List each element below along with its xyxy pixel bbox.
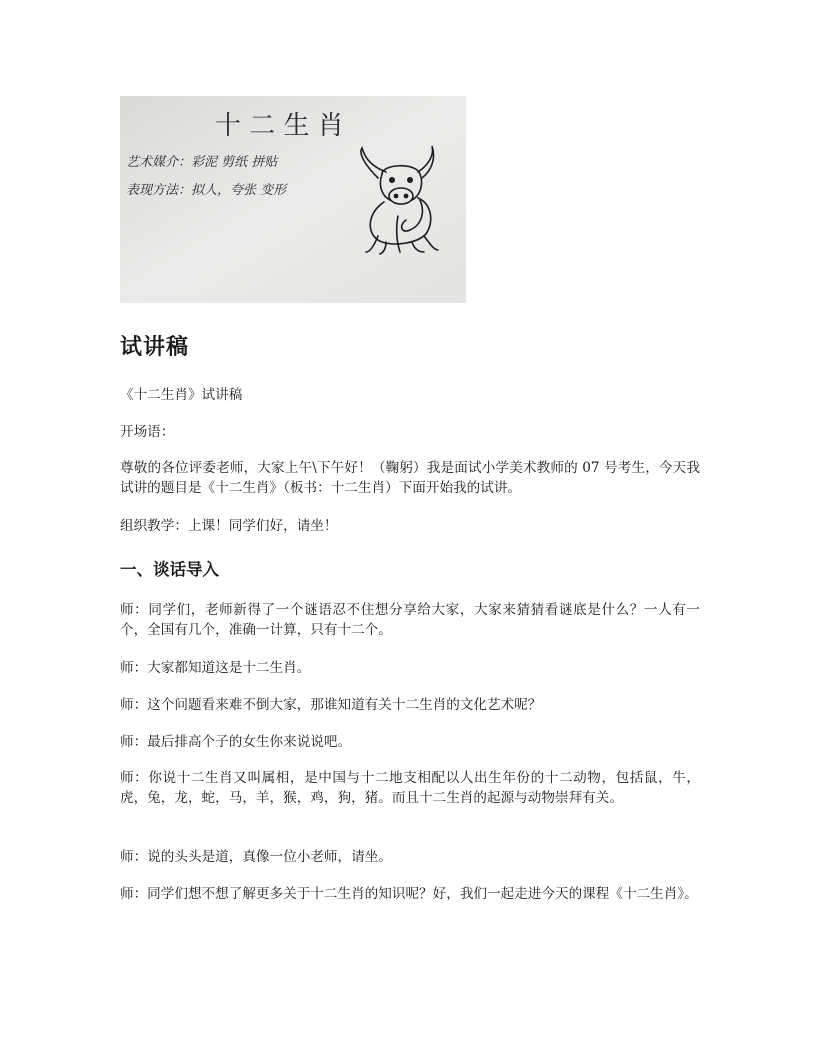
paragraph-transition: 师：同学们想不想了解更多关于十二生肖的知识呢？好，我们一起走进今天的课程《十二生肖》。 (120, 886, 698, 902)
paragraph-call-student: 师：最后排高个子的女生你来说说吧。 (120, 734, 352, 750)
paragraph-opening-label: 开场语： (120, 424, 175, 440)
board-line-1: 艺术媒介：彩泥 剪纸 拼贴 (126, 155, 278, 170)
paragraph-answer: 师：大家都知道这是十二生肖。 (120, 660, 311, 676)
whiteboard-photo (120, 96, 466, 303)
paragraph-question: 师：这个问题看来难不倒大家，那谁知道有关十二生肖的文化艺术呢？ (120, 697, 542, 713)
document-title: 试讲稿 (120, 335, 190, 360)
whiteboard-drawing (120, 96, 466, 303)
paragraph-praise: 师：说的头头是道，真像一位小老师，请坐。 (120, 849, 392, 865)
paragraph-riddle: 师：同学们，老师新得了一个谜语忍不住想分享给大家，大家来猜猜看谜底是什么？一人有一个，全国有几个，准确一计算，只有十二个。 (120, 602, 700, 638)
paragraph-greeting: 尊敬的各位评委老师，大家上午\下午好！（鞠躬）我是面试小学美术教师的 07 号考生，今天我试讲的题目是《十二生肖》（板书：十二生肖）下面开始我的试讲。 (120, 460, 700, 496)
paragraph-organize: 组织教学：上课！同学们好，请坐！ (120, 518, 338, 534)
paragraph-lesson-title: 《十二生肖》试讲稿 (120, 387, 243, 403)
paragraph-zodiac-info: 师：你说十二生肖又叫属相，是中国与十二地支相配以人出生年份的十二动物，包括鼠，牛，虎，兔，龙，蛇，马，羊，猴，鸡，狗，猪。而且十二生肖的起源与动物崇拜有关。 (120, 770, 700, 806)
board-line-2: 表现方法：拟人，夸张 变形 (126, 183, 287, 198)
board-title: 十 二 生 肖 (215, 111, 344, 141)
section-heading-intro: 一、谈话导入 (120, 560, 219, 579)
